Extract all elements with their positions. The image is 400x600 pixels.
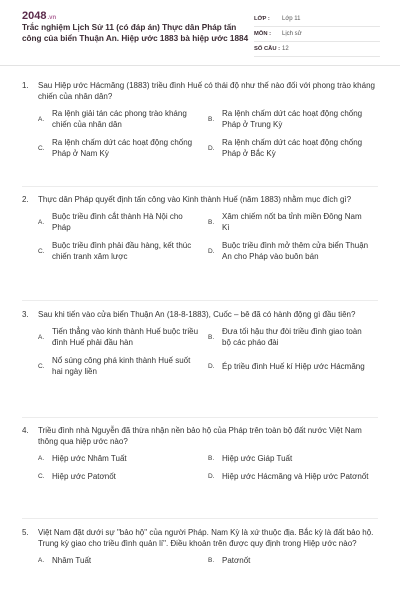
question-text-row [22,309,378,320]
option-d[interactable] [208,137,378,159]
meta-table [254,12,380,57]
option-b[interactable] [208,453,378,464]
option-text: Ra lệnh giải tán các phong trào kháng chiến của nhân dân [52,109,187,129]
option-d[interactable] [208,355,378,377]
question-number: 3. [22,310,29,319]
option-text: Tiến thẳng vào kinh thành Huế buộc triều đình Huế phải đầu hàn [52,327,199,347]
option-letter: B. [208,115,215,123]
question-3 [22,309,378,384]
question-4 [22,425,378,489]
logo-suffix: .vn [47,15,57,21]
divider [22,518,378,519]
meta-row-class [254,12,380,27]
option-text: Ép triều đình Huế kí Hiệp ước Hácmăng [222,361,365,371]
meta-key: SỐ CÂU : [254,46,281,52]
option-letter: A. [38,557,45,564]
meta-value: Lịch sử [282,31,302,37]
option-letter: C. [38,144,45,152]
option-letter: D. [208,362,215,370]
question-number: 1. [22,81,29,90]
option-b[interactable] [208,211,378,233]
option-text: Hiệp ước Patơnốt [52,472,116,481]
option-letter: A. [38,333,45,341]
meta-value: Lớp 11 [282,16,301,22]
option-text: Đưa tối hậu thư đòi triều đình giao toàn bộ các pháo đài [222,327,362,347]
option-text: Nhâm Tuất [52,556,92,565]
divider [22,300,378,301]
option-text: Buộc triều đình phải đầu hàng, kết thúc chiến tranh xâm lược [52,241,192,261]
option-text: Ra lệnh chấm dứt các hoạt động chống Pháp ở Bắc Kỳ [222,138,363,158]
question-number: 4. [22,426,29,435]
option-a[interactable] [38,326,208,348]
option-b[interactable] [208,555,378,566]
divider [22,417,378,418]
question-text: Thực dân Pháp quyết định tấn công vào Kinh thành Huế (năm 1883) nhằm mục đích gì? [38,195,352,204]
meta-key: MÔN : [254,31,272,37]
option-text: Ra lệnh chấm dứt các hoạt động chống Pháp ở Nam Kỳ [52,138,193,158]
question-1 [22,80,378,166]
option-b[interactable] [208,326,378,348]
options-grid [38,453,378,489]
question-text: Sau khi tiến vào cửa biển Thuận An (18-8-1883), Cuốc – bê đã có hành động gì đầu tiên? [38,310,356,319]
option-letter: D. [208,247,215,255]
option-b[interactable] [208,108,378,130]
page-title: Trắc nghiệm Lịch Sử 11 (có đáp án) Thực dân Pháp tấn công của biển Thuận An. Hiệp ước 1883 bà hiệp ước 1884 [22,23,249,43]
meta-value: 12 [282,46,289,52]
question-text-row [22,527,378,549]
meta-row-subject [254,27,380,42]
option-text: Hiệp ước Nhâm Tuất [52,454,127,463]
option-a[interactable] [38,108,208,130]
option-c[interactable] [38,137,208,159]
options-grid [38,555,378,573]
option-text: Buộc triều đình cắt thành Hà Nội cho Pháp [52,212,183,232]
option-text: Hiệp ước Giáp Tuất [222,454,293,463]
options-grid [38,326,378,384]
question-text-row [22,194,378,205]
question-2 [22,194,378,269]
option-letter: D. [208,144,215,152]
option-c[interactable] [38,240,208,262]
option-text: Ra lệnh chấm dứt các hoạt động chống Pháp ở Trung Kỳ [222,109,363,129]
options-grid [38,108,378,166]
option-text: Buộc triều đình mở thêm cửa biển Thuận An cho Pháp vào buôn bán [222,241,369,261]
options-grid [38,211,378,269]
option-letter: B. [208,333,215,341]
option-letter: A. [38,218,45,226]
option-letter: C. [38,362,45,370]
question-number: 2. [22,195,29,204]
option-c[interactable] [38,355,208,377]
question-5 [22,527,378,573]
option-a[interactable] [38,453,208,464]
divider [22,186,378,187]
logo-text: 2048 [22,10,47,22]
meta-key: LỚP : [254,16,270,22]
question-number: 5. [22,528,29,537]
option-text: Patơnốt [222,556,251,565]
option-letter: B. [208,557,215,564]
page-header [0,0,400,66]
option-letter: C. [38,247,45,255]
option-letter: A. [38,455,45,462]
question-text: Triều đình nhà Nguyễn đã thừa nhận nền bảo hộ của Pháp trên toàn bộ đất nước Việt Nam thông qua hiệp ước nào? [38,426,362,446]
question-text: Việt Nam đặt dưới sự "bảo hộ" của người Pháp. Nam Kỳ là xứ thuộc địa. Bắc kỳ là đất bảo hộ. Trung kỳ giao cho triều đình quản lí". Điều khoản trên được quy định trong Hiệp ước nào? [38,528,374,548]
option-text: Nổ súng công phá kinh thành Huế suốt hai ngày liền [52,356,191,376]
option-c[interactable] [38,471,208,482]
meta-row-count [254,42,380,57]
option-letter: D. [208,473,215,480]
option-a[interactable] [38,555,208,566]
option-d[interactable] [208,240,378,262]
option-letter: B. [208,218,215,226]
option-d[interactable] [208,471,378,482]
site-logo[interactable] [22,10,56,22]
question-text: Sau Hiệp ước Hácmăng (1883) triều đình Huế có thái độ như thế nào đối với phong trào kháng chiến của nhân dân? [38,81,375,101]
option-letter: B. [208,455,215,462]
option-text: Hiệp ước Hácmăng và Hiệp ước Patơnốt [222,472,369,481]
option-text: Xâm chiếm nốt ba tỉnh miền Đông Nam Kì [222,212,362,232]
option-letter: A. [38,115,45,123]
option-letter: C. [38,473,45,480]
question-text-row [22,425,378,447]
question-text-row [22,80,378,102]
option-a[interactable] [38,211,208,233]
